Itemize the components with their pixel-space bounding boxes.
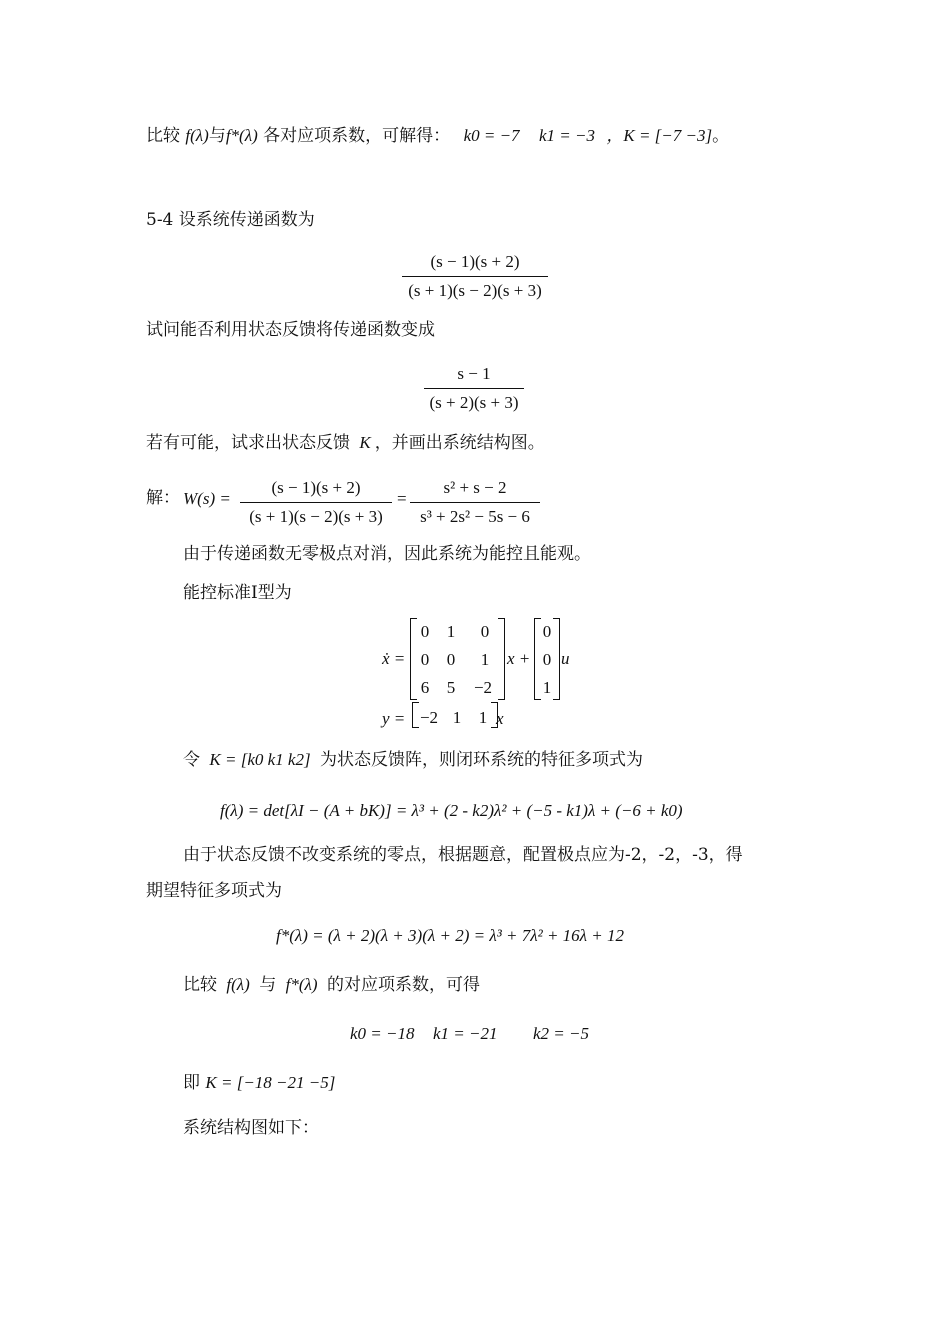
ask-K: K xyxy=(359,433,371,452)
u-label: u xyxy=(561,649,570,668)
compare-fstar: f*(λ) xyxy=(285,975,318,994)
matrix-A xyxy=(410,618,505,700)
paragraph-let-K xyxy=(183,751,643,769)
sol-den-2: s³ + 2s² − 5s − 6 xyxy=(420,507,530,526)
text-coeff: 各对应项系数，可解得： xyxy=(263,126,451,146)
K-vector: ，K = [−7 −3] xyxy=(606,126,713,145)
paragraph-structure: 系统结构图如下： xyxy=(183,1118,319,1138)
paragraph-observable: 由于传递函数无零极点对消，因此系统为能控且能观。 xyxy=(183,544,591,564)
compare-f: f(λ) xyxy=(226,975,250,994)
K-row-vector: K = [k0 k1 k2] xyxy=(209,750,311,769)
tf1-denominator: (s + 1)(s − 2)(s + 3) xyxy=(408,281,542,300)
solution-label: 解： xyxy=(146,488,180,508)
characteristic-polynomial: f(λ) = det[λI − (A + bK)] = λ³ + (2 - k2)λ² + (−5 - k1)λ + (−6 + k0) xyxy=(220,801,683,820)
compare-and: 与 xyxy=(259,975,277,995)
paragraph-K-result xyxy=(183,1074,335,1092)
ask-text xyxy=(146,434,545,452)
x-label: x xyxy=(496,709,504,728)
transfer-function-1 xyxy=(402,252,548,301)
sol-den-1: (s + 1)(s − 2)(s + 3) xyxy=(249,507,383,526)
A-0-1: 1 xyxy=(446,622,456,641)
A-0-0: 0 xyxy=(420,622,430,641)
k0-result: k0 = −18 xyxy=(350,1024,415,1043)
desired-polynomial: f*(λ) = (λ + 2)(λ + 3)(λ + 2) = λ³ + 7λ² + 16λ + 12 xyxy=(276,926,625,945)
A-2-2: −2 xyxy=(473,678,493,697)
solution-frac-2 xyxy=(410,478,540,527)
problem-title: 5-4 设系统传递函数为 xyxy=(146,210,315,230)
K-result-vector: K = [−18 −21 −5] xyxy=(205,1073,336,1092)
vector-b xyxy=(534,618,560,700)
text-compare: 比较 xyxy=(146,126,180,146)
paragraph-poles: 由于状态反馈不改变系统的零点，根据题意，配置极点应为-2，-2，-3，得 xyxy=(183,845,743,865)
paragraph-compare xyxy=(183,976,480,994)
tf2-denominator: (s + 2)(s + 3) xyxy=(429,393,519,412)
k0-value: k0 = −7 xyxy=(463,126,520,145)
A-2-1: 5 xyxy=(446,678,456,697)
compare-coeff: 的对应项系数，可得 xyxy=(326,975,480,995)
A-0-2: 0 xyxy=(480,622,490,641)
x-plus: x + xyxy=(507,649,531,668)
tf2-numerator: s − 1 xyxy=(424,364,524,389)
k1-value: k1 = −3 xyxy=(538,126,595,145)
c-1: 1 xyxy=(452,708,462,727)
question-text: 试问能否利用状态反馈将传递函数变成 xyxy=(146,320,435,340)
A-2-0: 6 xyxy=(420,678,430,697)
solution-frac-1 xyxy=(240,478,392,527)
ask-suffix: ，并画出系统结构图。 xyxy=(374,433,545,453)
A-1-1: 0 xyxy=(446,650,456,669)
comparison-line-1 xyxy=(146,127,729,145)
b-0: 0 xyxy=(542,622,552,641)
k1-result: k1 = −21 xyxy=(433,1024,498,1043)
K-result-prefix: 即 xyxy=(183,1073,200,1093)
c-0: −2 xyxy=(419,708,439,727)
xdot-label: ẋ = xyxy=(382,649,406,668)
sol-num-2: s² + s − 2 xyxy=(410,478,540,503)
b-1: 0 xyxy=(542,650,552,669)
y-label: y = xyxy=(382,709,406,728)
c-2: 1 xyxy=(478,708,488,727)
W-of-s: W(s) = xyxy=(183,489,231,508)
tf1-numerator: (s − 1)(s + 2) xyxy=(402,252,548,277)
feedback-text: 为状态反馈阵，则闭环系统的特征多项式为 xyxy=(320,750,643,770)
sol-num-1: (s − 1)(s + 2) xyxy=(240,478,392,503)
b-2: 1 xyxy=(542,678,552,697)
paragraph-desired: 期望特征多项式为 xyxy=(146,881,282,901)
k2-result: k2 = −5 xyxy=(533,1024,589,1043)
text-and: 与 xyxy=(208,126,226,146)
period: 。 xyxy=(712,126,730,146)
ask-prefix: 若有可能，试求出状态反馈 xyxy=(146,433,350,453)
compare-text: 比较 xyxy=(183,975,217,995)
transfer-function-2 xyxy=(424,364,524,413)
vector-c xyxy=(412,702,498,728)
A-1-0: 0 xyxy=(420,650,430,669)
expr-f-lambda: f(λ) xyxy=(185,126,209,145)
A-1-2: 1 xyxy=(480,650,490,669)
equals-sign: = xyxy=(397,489,407,508)
expr-fstar-lambda: f*(λ) xyxy=(225,126,258,145)
let-text: 令 xyxy=(183,750,200,770)
paragraph-canonical: 能控标准I型为 xyxy=(183,583,292,603)
